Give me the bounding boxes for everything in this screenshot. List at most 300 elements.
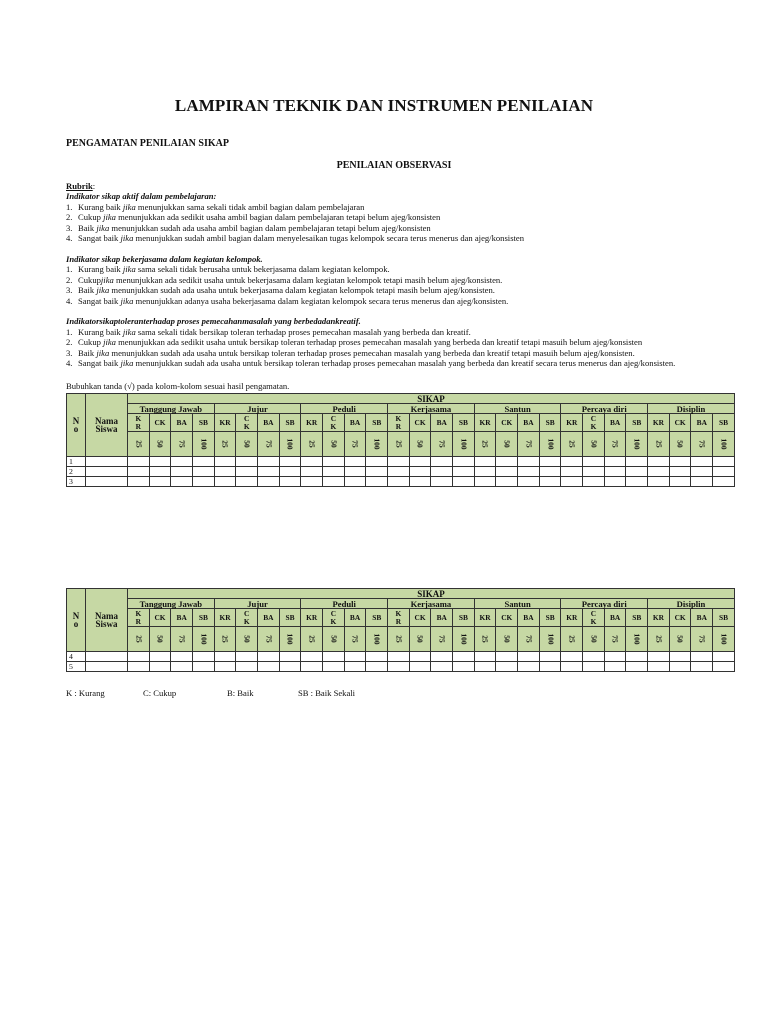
section-heading: PENGAMATAN PENILAIAN SIKAP — [66, 138, 229, 149]
check-cell[interactable] — [279, 662, 301, 672]
row-number: 4 — [67, 652, 86, 662]
check-cell[interactable] — [301, 457, 323, 467]
score-header: 75 — [691, 432, 713, 457]
score-header: 25 — [301, 432, 323, 457]
legend-cukup: C: Cukup — [143, 688, 177, 698]
level-header: C K — [583, 609, 605, 627]
check-cell[interactable] — [301, 477, 323, 487]
aspect-header: Kerjasama — [388, 599, 475, 609]
score-header: 100 — [713, 627, 735, 652]
check-cell[interactable] — [561, 477, 583, 487]
level-header: K R — [388, 414, 410, 432]
level-header: BA — [171, 414, 193, 432]
score-header: 100 — [366, 627, 388, 652]
indicator-item: 2. Cukupjika menunjukkan ada sedikit usaha untuk bekerjasama dalam kegiatan kelompok tetapi masih belum ajeg/konsisten. — [66, 274, 503, 285]
check-cell[interactable] — [604, 477, 626, 487]
table-row — [67, 457, 735, 467]
check-cell[interactable] — [301, 467, 323, 477]
check-cell[interactable] — [409, 652, 431, 662]
check-cell[interactable] — [453, 467, 475, 477]
score-header: 25 — [128, 432, 150, 457]
indicator-item: 1. Kurang baik jika sama sekali tidak bersikap toleran terhadap proses pemecahan masalah yang berbeda dan kreatif. — [66, 326, 471, 337]
instruction-text: Bubuhkan tanda (√) pada kolom-kolom sesuai hasil pengamatan. — [66, 381, 290, 391]
student-name-cell[interactable] — [86, 467, 128, 477]
indicator-item: 3. Baik jika menunjukkan sudah ada usaha untuk bersikap toleran terhadap proses pemecahan masalah yang berbeda dan kreatif tetapi masuih belum ajeg/konsisten. — [66, 347, 635, 358]
check-cell[interactable] — [366, 662, 388, 672]
check-cell[interactable] — [214, 652, 236, 662]
check-cell[interactable] — [258, 467, 280, 477]
indicator-group — [66, 191, 746, 243]
score-header: 100 — [453, 627, 475, 652]
check-cell[interactable] — [323, 467, 345, 477]
check-cell[interactable] — [279, 467, 301, 477]
table-row — [67, 467, 735, 477]
score-header: 25 — [128, 627, 150, 652]
level-header: C K — [236, 609, 258, 627]
level-header: SB — [193, 609, 215, 627]
legend-kurang: K : Kurang — [66, 688, 105, 698]
level-header: KR — [474, 609, 496, 627]
level-header: BA — [518, 414, 540, 432]
check-cell[interactable] — [236, 477, 258, 487]
row-number: 1 — [67, 457, 86, 467]
level-header: SB — [193, 414, 215, 432]
check-cell[interactable] — [669, 457, 691, 467]
score-header: 75 — [604, 432, 626, 457]
score-header: 50 — [583, 432, 605, 457]
aspect-header: Tanggung Jawab — [128, 404, 215, 414]
check-cell[interactable] — [518, 457, 540, 467]
check-cell[interactable] — [344, 457, 366, 467]
check-cell[interactable] — [648, 477, 670, 487]
col-header-nama-siswa: Nama Siswa — [86, 589, 128, 652]
check-cell[interactable] — [474, 662, 496, 672]
check-cell[interactable] — [648, 652, 670, 662]
check-cell[interactable] — [713, 467, 735, 477]
student-name-cell[interactable] — [86, 652, 128, 662]
level-header: BA — [518, 609, 540, 627]
score-header: 100 — [193, 627, 215, 652]
check-cell[interactable] — [149, 652, 171, 662]
check-cell[interactable] — [279, 457, 301, 467]
table-row — [67, 652, 735, 662]
score-header: 25 — [388, 432, 410, 457]
score-header: 75 — [258, 627, 280, 652]
level-header: KR — [648, 414, 670, 432]
check-cell[interactable] — [453, 477, 475, 487]
check-cell[interactable] — [344, 652, 366, 662]
check-cell[interactable] — [193, 467, 215, 477]
check-cell[interactable] — [431, 457, 453, 467]
score-header: 100 — [539, 432, 561, 457]
check-cell[interactable] — [431, 662, 453, 672]
score-header: 100 — [279, 432, 301, 457]
score-header: 100 — [193, 432, 215, 457]
level-header: BA — [691, 414, 713, 432]
check-cell[interactable] — [648, 457, 670, 467]
check-cell[interactable] — [388, 652, 410, 662]
col-header-sikap: SIKAP — [128, 394, 735, 404]
check-cell[interactable] — [583, 662, 605, 672]
check-cell[interactable] — [604, 467, 626, 477]
score-header: 50 — [323, 432, 345, 457]
level-header: BA — [344, 609, 366, 627]
check-cell[interactable] — [366, 457, 388, 467]
aspect-header: Peduli — [301, 404, 388, 414]
score-header: 75 — [344, 432, 366, 457]
check-cell[interactable] — [648, 662, 670, 672]
score-header: 75 — [258, 432, 280, 457]
check-cell[interactable] — [236, 662, 258, 672]
check-cell[interactable] — [604, 652, 626, 662]
check-cell[interactable] — [323, 477, 345, 487]
student-name-cell[interactable] — [86, 477, 128, 487]
check-cell[interactable] — [214, 477, 236, 487]
check-cell[interactable] — [669, 662, 691, 672]
level-header: CK — [496, 609, 518, 627]
check-cell[interactable] — [388, 662, 410, 672]
level-header: CK — [149, 414, 171, 432]
check-cell[interactable] — [539, 477, 561, 487]
aspect-header: Kerjasama — [388, 404, 475, 414]
check-cell[interactable] — [626, 652, 648, 662]
score-header: 25 — [214, 627, 236, 652]
level-header: K R — [128, 609, 150, 627]
score-header: 50 — [669, 432, 691, 457]
level-header: CK — [669, 609, 691, 627]
score-header: 25 — [474, 432, 496, 457]
indicator-item: 4. Sangat baik jika menunjukkan adanya usaha bekerjasama dalam kegiatan kelompok secara terus menerus dan ajeg/konsisten. — [66, 295, 509, 306]
table-row — [67, 662, 735, 672]
check-cell[interactable] — [323, 457, 345, 467]
check-cell[interactable] — [128, 652, 150, 662]
check-cell[interactable] — [496, 652, 518, 662]
score-header: 100 — [366, 432, 388, 457]
level-header: KR — [301, 609, 323, 627]
row-number: 3 — [67, 477, 86, 487]
check-cell[interactable] — [453, 457, 475, 467]
check-cell[interactable] — [258, 662, 280, 672]
level-header: KR — [561, 414, 583, 432]
level-header: BA — [431, 609, 453, 627]
score-header: 50 — [323, 627, 345, 652]
check-cell[interactable] — [474, 477, 496, 487]
check-cell[interactable] — [431, 477, 453, 487]
check-cell[interactable] — [409, 477, 431, 487]
legend-baik: B: Baik — [227, 688, 254, 698]
indicator-item: 1. Kurang baik jika menunjukkan sama sekali tidak ambil bagian dalam pembelajaran — [66, 201, 365, 212]
indicator-item: 2. Cukup jika menunjukkan ada sedikit usaha ambil bagian dalam pembelajaran tetapi belum ajeg/konsisten — [66, 212, 441, 223]
row-number: 5 — [67, 662, 86, 672]
check-cell[interactable] — [366, 477, 388, 487]
level-header: BA — [431, 414, 453, 432]
score-header: 25 — [301, 627, 323, 652]
level-header: KR — [648, 609, 670, 627]
check-cell[interactable] — [171, 477, 193, 487]
check-cell[interactable] — [626, 662, 648, 672]
aspect-header: Percaya diri — [561, 599, 648, 609]
score-header: 25 — [648, 627, 670, 652]
check-cell[interactable] — [431, 467, 453, 477]
check-cell[interactable] — [366, 652, 388, 662]
indicator-group — [66, 316, 746, 368]
check-cell[interactable] — [128, 477, 150, 487]
check-cell[interactable] — [561, 467, 583, 477]
score-header: 75 — [431, 432, 453, 457]
aspect-header: Percaya diri — [561, 404, 648, 414]
check-cell[interactable] — [388, 467, 410, 477]
score-header: 100 — [626, 432, 648, 457]
check-cell[interactable] — [236, 467, 258, 477]
level-header: SB — [626, 609, 648, 627]
check-cell[interactable] — [691, 467, 713, 477]
score-header: 25 — [474, 627, 496, 652]
col-header-nama-siswa: Nama Siswa — [86, 394, 128, 457]
check-cell[interactable] — [409, 662, 431, 672]
check-cell[interactable] — [214, 467, 236, 477]
rubric-label: Rubrik — [66, 181, 93, 191]
score-header: 50 — [583, 627, 605, 652]
score-header: 50 — [669, 627, 691, 652]
check-cell[interactable] — [344, 662, 366, 672]
level-header: CK — [409, 609, 431, 627]
score-header: 75 — [691, 627, 713, 652]
check-cell[interactable] — [518, 477, 540, 487]
assessment-table-1 — [66, 393, 735, 487]
level-header: KR — [214, 609, 236, 627]
level-header: SB — [366, 609, 388, 627]
check-cell[interactable] — [301, 662, 323, 672]
check-cell[interactable] — [128, 662, 150, 672]
check-cell[interactable] — [539, 652, 561, 662]
check-cell[interactable] — [236, 652, 258, 662]
check-cell[interactable] — [669, 477, 691, 487]
table-row — [67, 477, 735, 487]
indicator-item: 3. Baik jika menunjukkan sudah ada usaha untuk bekerjasama dalam kegiatan kelompok tetapi masih belum ajeg/konsisten. — [66, 285, 495, 296]
level-header: SB — [626, 414, 648, 432]
check-cell[interactable] — [236, 457, 258, 467]
check-cell[interactable] — [496, 477, 518, 487]
check-cell[interactable] — [561, 457, 583, 467]
level-header: SB — [279, 609, 301, 627]
score-header: 25 — [561, 432, 583, 457]
check-cell[interactable] — [713, 662, 735, 672]
score-header: 75 — [518, 627, 540, 652]
score-header: 50 — [149, 627, 171, 652]
check-cell[interactable] — [279, 477, 301, 487]
check-cell[interactable] — [149, 477, 171, 487]
aspect-header: Santun — [474, 599, 561, 609]
row-number: 2 — [67, 467, 86, 477]
check-cell[interactable] — [496, 457, 518, 467]
level-header: SB — [453, 414, 475, 432]
check-cell[interactable] — [561, 662, 583, 672]
score-header: 50 — [409, 627, 431, 652]
level-header: BA — [691, 609, 713, 627]
check-cell[interactable] — [149, 457, 171, 467]
check-cell[interactable] — [128, 467, 150, 477]
check-cell[interactable] — [258, 652, 280, 662]
check-cell[interactable] — [518, 467, 540, 477]
student-name-cell[interactable] — [86, 457, 128, 467]
subsection-heading: PENILAIAN OBSERVASI — [336, 160, 452, 171]
check-cell[interactable] — [691, 477, 713, 487]
check-cell[interactable] — [344, 467, 366, 477]
check-cell[interactable] — [388, 477, 410, 487]
aspect-header: Disiplin — [648, 404, 735, 414]
aspect-header: Jujur — [214, 404, 301, 414]
indicator-item: 2. Cukup jika menunjukkan ada sedikit usaha untuk bersikap toleran terhadap proses pemecahan masalah yang berbeda dan kreatif tetapi masuih belum ajeg/konsisten — [66, 337, 643, 348]
score-header: 25 — [388, 627, 410, 652]
score-header: 75 — [171, 432, 193, 457]
check-cell[interactable] — [713, 457, 735, 467]
check-cell[interactable] — [626, 467, 648, 477]
level-header: KR — [301, 414, 323, 432]
check-cell[interactable] — [496, 467, 518, 477]
check-cell[interactable] — [171, 662, 193, 672]
score-header: 100 — [539, 627, 561, 652]
check-cell[interactable] — [214, 457, 236, 467]
aspect-header: Tanggung Jawab — [128, 599, 215, 609]
score-header: 75 — [171, 627, 193, 652]
check-cell[interactable] — [214, 662, 236, 672]
check-cell[interactable] — [193, 652, 215, 662]
check-cell[interactable] — [474, 457, 496, 467]
check-cell[interactable] — [431, 652, 453, 662]
check-cell[interactable] — [128, 457, 150, 467]
page-title: LAMPIRAN TEKNIK DAN INSTRUMEN PENILAIAN — [174, 96, 594, 115]
check-cell[interactable] — [539, 467, 561, 477]
check-cell[interactable] — [474, 467, 496, 477]
level-header: KR — [214, 414, 236, 432]
check-cell[interactable] — [474, 652, 496, 662]
check-cell[interactable] — [583, 467, 605, 477]
score-header: 50 — [496, 627, 518, 652]
check-cell[interactable] — [171, 467, 193, 477]
level-header: SB — [279, 414, 301, 432]
check-cell[interactable] — [258, 457, 280, 467]
check-cell[interactable] — [258, 477, 280, 487]
aspect-header: Disiplin — [648, 599, 735, 609]
indicator-item: 3. Baik jika menunjukkan sudah ada usaha ambil bagian dalam pembelajaran tetapi belum ajeg/konsisten — [66, 222, 431, 233]
check-cell[interactable] — [691, 652, 713, 662]
level-header: KR — [474, 414, 496, 432]
level-header: SB — [539, 414, 561, 432]
legend-baik-sekali: SB : Baik Sekali — [298, 688, 356, 698]
check-cell[interactable] — [344, 477, 366, 487]
score-header: 100 — [453, 432, 475, 457]
check-cell[interactable] — [171, 652, 193, 662]
score-header: 75 — [518, 432, 540, 457]
indicator-item: 4. Sangat baik jika menunjukkan sudah ada usaha untuk bersikap toleran terhadap proses pemecahan masalah yang berbeda dan kreatif secara terus menerus dan ajeg/konsisten. — [66, 358, 676, 369]
level-header: C K — [323, 414, 345, 432]
level-header: SB — [539, 609, 561, 627]
check-cell[interactable] — [301, 652, 323, 662]
check-cell[interactable] — [518, 652, 540, 662]
check-cell[interactable] — [193, 477, 215, 487]
check-cell[interactable] — [323, 652, 345, 662]
check-cell[interactable] — [648, 467, 670, 477]
check-cell[interactable] — [604, 457, 626, 467]
check-cell[interactable] — [669, 467, 691, 477]
check-cell[interactable] — [561, 652, 583, 662]
level-header: CK — [669, 414, 691, 432]
check-cell[interactable] — [453, 662, 475, 672]
level-header: BA — [258, 414, 280, 432]
level-header: C K — [583, 414, 605, 432]
check-cell[interactable] — [409, 457, 431, 467]
indicator-item: 1. Kurang baik jika sama sekali tidak berusaha untuk bekerjasama dalam kegiatan kelompok. — [66, 264, 390, 275]
col-header-no: N o — [67, 589, 86, 652]
check-cell[interactable] — [388, 457, 410, 467]
level-header: CK — [149, 609, 171, 627]
level-header: CK — [409, 414, 431, 432]
check-cell[interactable] — [409, 467, 431, 477]
check-cell[interactable] — [323, 662, 345, 672]
aspect-header: Peduli — [301, 599, 388, 609]
student-name-cell[interactable] — [86, 662, 128, 672]
check-cell[interactable] — [713, 652, 735, 662]
score-header: 50 — [236, 432, 258, 457]
check-cell[interactable] — [539, 662, 561, 672]
check-cell[interactable] — [691, 457, 713, 467]
check-cell[interactable] — [583, 477, 605, 487]
check-cell[interactable] — [669, 652, 691, 662]
check-cell[interactable] — [691, 662, 713, 672]
check-cell[interactable] — [626, 477, 648, 487]
indicator-heading: Indikator sikap aktif dalam pembelajaran: — [66, 191, 217, 202]
check-cell[interactable] — [518, 662, 540, 672]
check-cell[interactable] — [279, 652, 301, 662]
score-header: 50 — [236, 627, 258, 652]
check-cell[interactable] — [149, 467, 171, 477]
score-header: 100 — [713, 432, 735, 457]
score-header: 75 — [344, 627, 366, 652]
indicator-heading: Indikator sikap bekerjasama dalam kegiatan kelompok. — [66, 253, 263, 264]
check-cell[interactable] — [539, 457, 561, 467]
level-header: BA — [258, 609, 280, 627]
level-header: K R — [388, 609, 410, 627]
level-header: C K — [236, 414, 258, 432]
level-header: SB — [453, 609, 475, 627]
check-cell[interactable] — [366, 467, 388, 477]
check-cell[interactable] — [496, 662, 518, 672]
score-header: 50 — [496, 432, 518, 457]
check-cell[interactable] — [713, 477, 735, 487]
aspect-header: Santun — [474, 404, 561, 414]
score-header: 25 — [561, 627, 583, 652]
check-cell[interactable] — [604, 662, 626, 672]
check-cell[interactable] — [583, 652, 605, 662]
level-header: SB — [366, 414, 388, 432]
check-cell[interactable] — [171, 457, 193, 467]
level-header: KR — [561, 609, 583, 627]
level-header: C K — [323, 609, 345, 627]
level-header: BA — [344, 414, 366, 432]
check-cell[interactable] — [193, 457, 215, 467]
level-header: BA — [604, 609, 626, 627]
score-header: 25 — [648, 432, 670, 457]
level-header: BA — [604, 414, 626, 432]
check-cell[interactable] — [626, 457, 648, 467]
level-header: K R — [128, 414, 150, 432]
rubric: Rubrik: Indikator sikap aktif dalam pembelajaran: 1. Kurang baik jika menunjukkan sama sekali tidak ambil bagian dalam pembelajaran 2. Cukup jika menunjukkan ada sedikit usaha ambil bagian dalam pembelajaran tetapi belum ajeg/konsisten 3. Baik jika menunjukkan sudah ada usaha ambil bagian dalam pembelajaran tetapi belum ajeg/konsisten 4. Sangat baik jika menunjukkan sudah ambil bagian dalam menyelesaikan tugas kelompok secara terus menerus dan ajeg/konsisten Indikator sikap bekerjasama dalam kegiatan kelompok. 1. Kurang baik jika sama sekali tidak berusaha untuk bekerjasama dalam kegiatan kelompok. 2. Cukupjika menunjukkan ada sedikit usaha untuk bekerjasama dalam kegiatan kelompok tetapi masih belum ajeg/konsisten. 3. Baik jika menunjukkan sudah ada usaha untuk bekerjasama dalam kegiatan kelompok tetapi masih belum ajeg/konsisten. 4. Sangat baik jika menunjukkan adanya usaha bekerjasama dalam kegiatan kelompok secara terus menerus dan ajeg/konsisten. Indikatorsikaptoleranterhadap proses pemecahanmasalah yang berbedadankreatif. 1. Kurang baik jika sama sekali tidak bersikap toleran terhadap proses pemecahan masalah yang berbeda dan kreatif. 2. Cukup jika menunjukkan ada sedikit usaha untuk bersikap toleran terhadap proses pemecahan masalah yang berbeda dan kreatif tetapi masuih belum ajeg/konsisten 3. Baik jika menunjukkan sudah ada usaha untuk bersikap toleran terhadap proses pemecahan masalah yang berbeda dan kreatif tetapi masuih belum ajeg/konsisten. 4. Sangat baik jika menunjukkan sudah ada usaha untuk bersikap toleran terhadap proses pemecahan masalah yang berbeda dan kreatif secara terus menerus dan ajeg/konsisten. — [66, 181, 746, 379]
check-cell[interactable] — [453, 652, 475, 662]
check-cell[interactable] — [583, 457, 605, 467]
check-cell[interactable] — [193, 662, 215, 672]
score-header: 50 — [409, 432, 431, 457]
check-cell[interactable] — [149, 662, 171, 672]
